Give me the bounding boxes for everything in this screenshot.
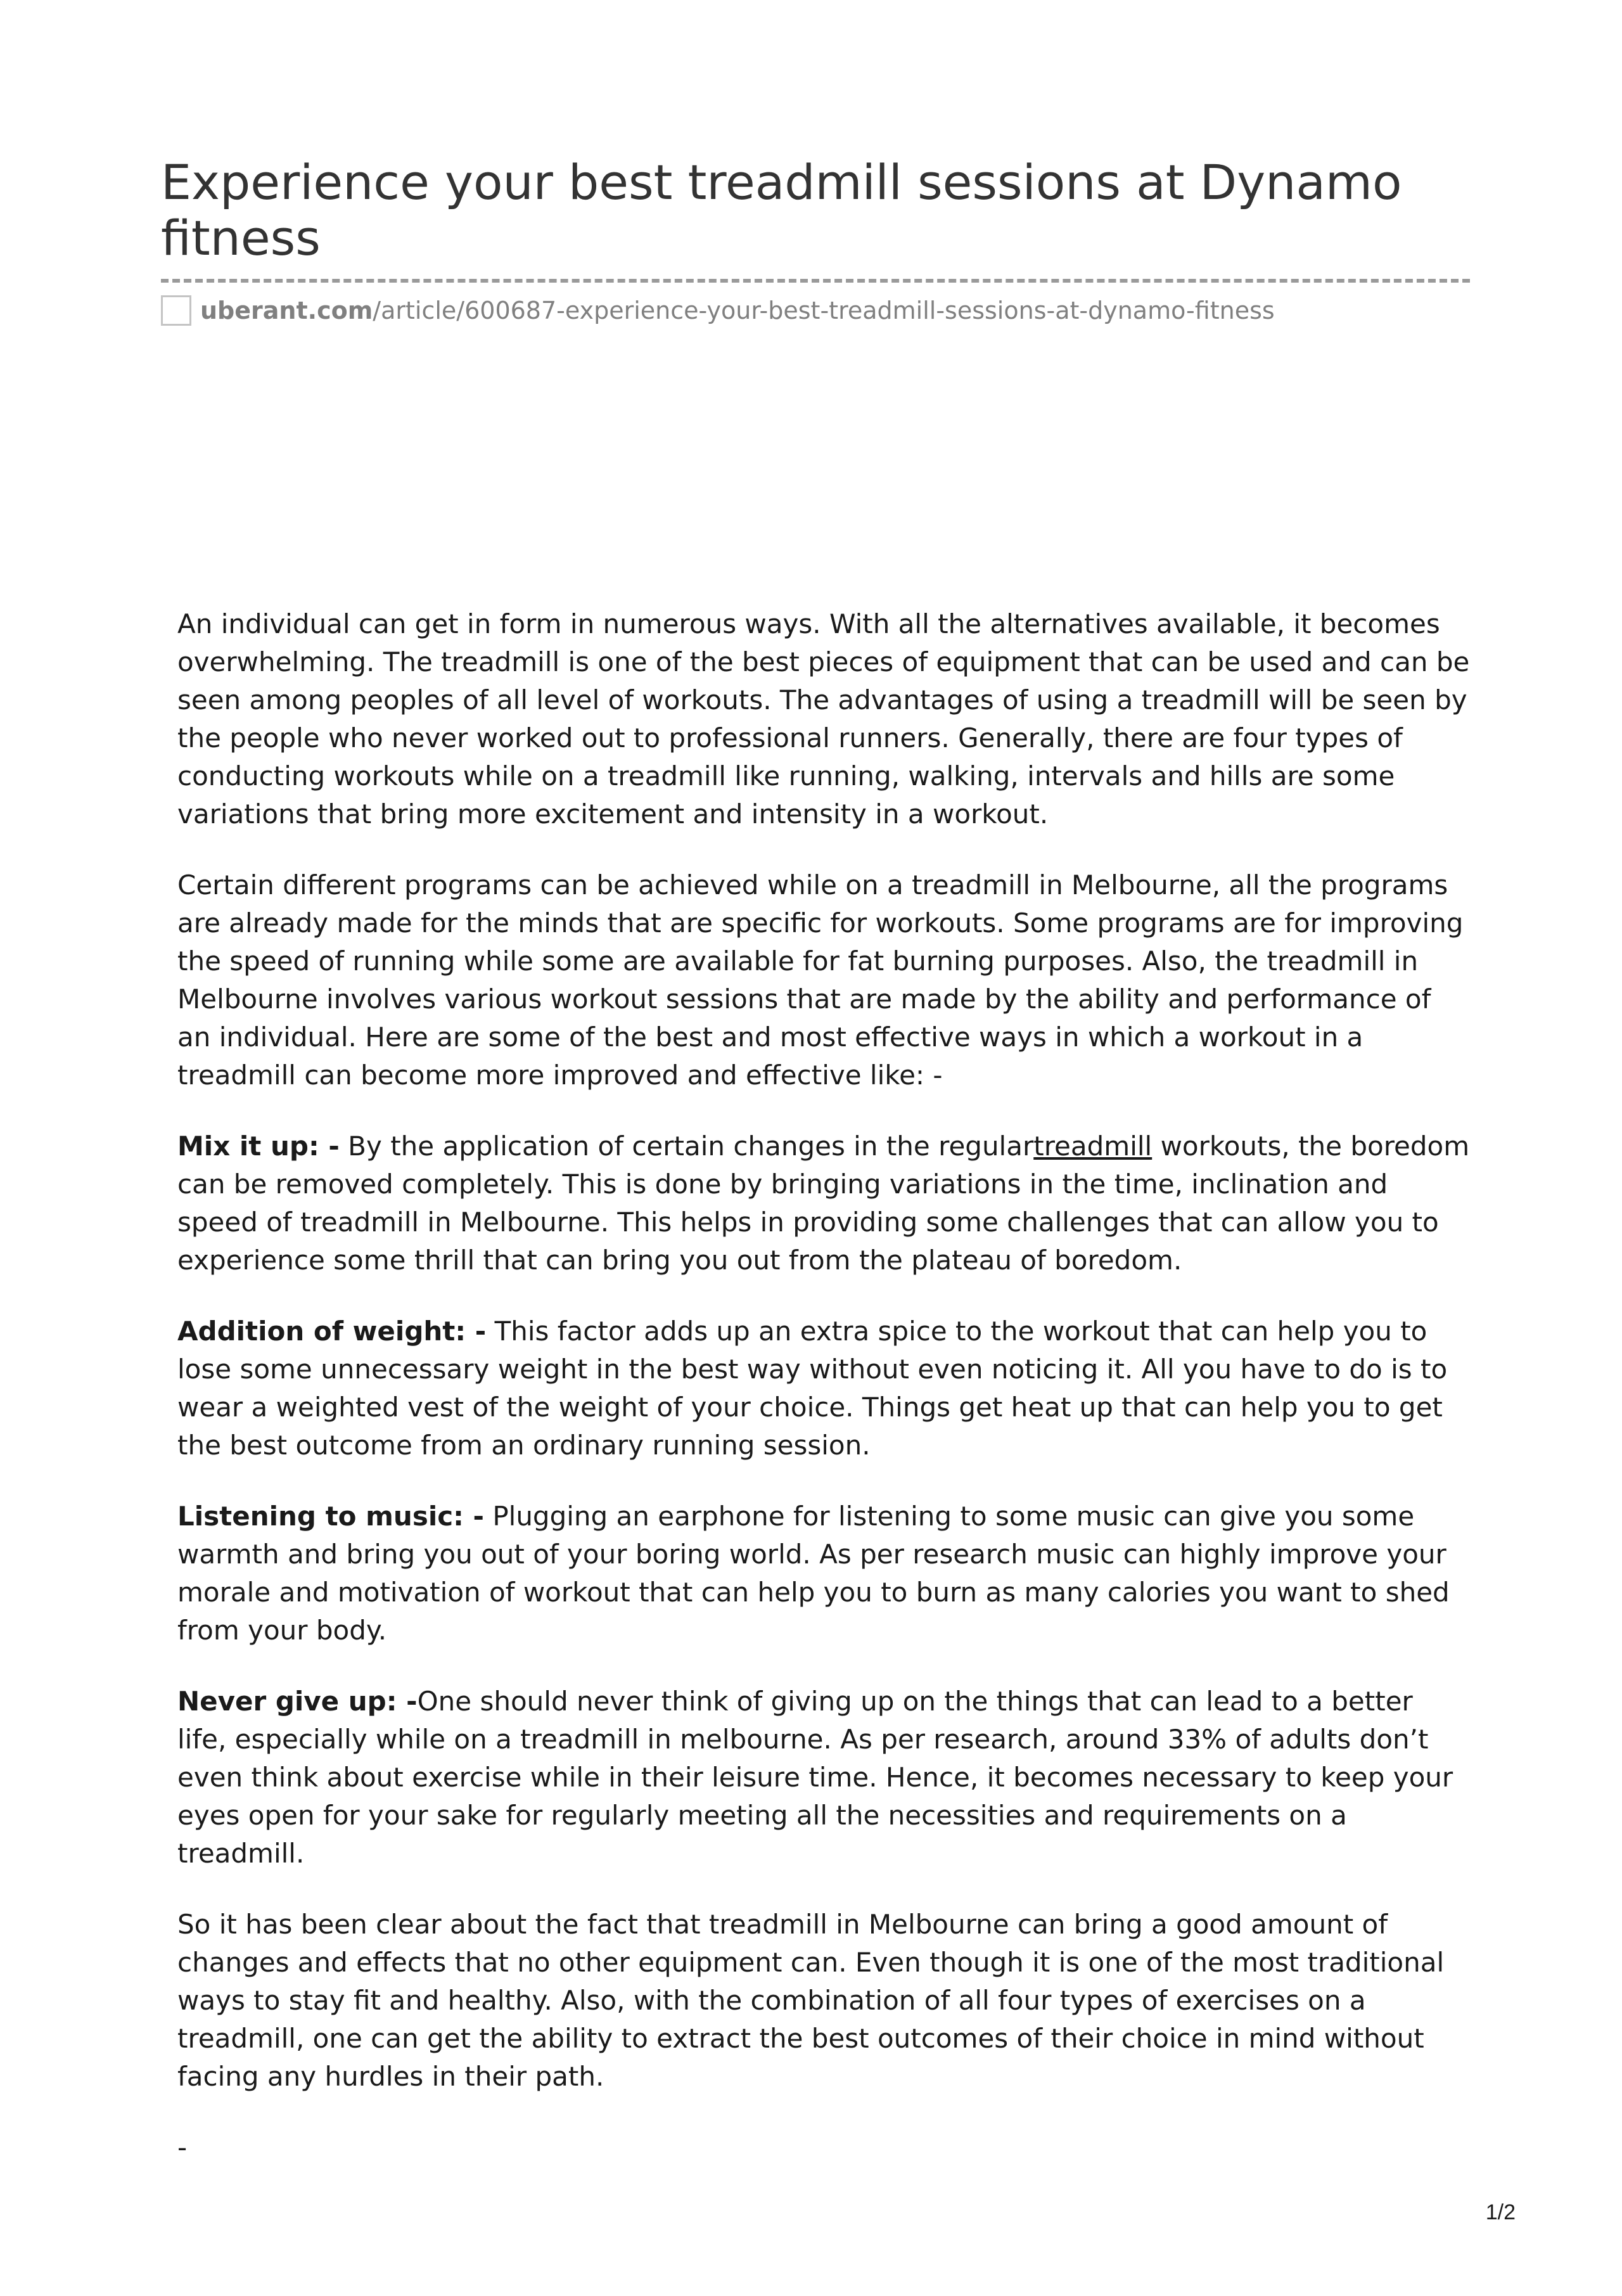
treadmill-link[interactable]: treadmill (1033, 1131, 1153, 1162)
article-body (177, 605, 1470, 2200)
addition-of-weight-heading: Addition of weight: - (177, 1316, 487, 1347)
mix-it-up-paragraph (177, 1127, 1470, 1279)
addition-of-weight-text: This factor adds up an extra spice to the workout that can help you to lose some unnecessary weight in the best way without even noticing it. All you have to do is to wear a weighted vest of the weight of your choice. Things get heat up that can help you to get the best outcome from an ordinary running session. (177, 1316, 1448, 1461)
source-url[interactable] (161, 293, 1275, 328)
intro-paragraph: An individual can get in form in numerous ways. With all the alternatives available, it becomes overwhelming. The treadmill is one of the best pieces of equipment that can be used and can be seen among peoples of all level of workouts. The advantages of using a treadmill will be seen by the people who never worked out to professional runners. Generally, there are four types of conducting workouts while on a treadmill like running, walking, intervals and hills are some variations that bring more excitement and intensity in a workout. (177, 608, 1470, 830)
listening-to-music-paragraph (177, 1498, 1470, 1650)
title-divider (161, 279, 1470, 283)
mix-it-up-text-continued: workouts, the boredom can be removed completely. This is done by bringing variations in the time, inclination and speed of treadmill in Melbourne. This helps in providing some challenges that can allow you to experience some thrill that can bring you out from the plateau of boredom. (177, 1131, 1470, 1276)
never-give-up-heading: Never give up: - (177, 1686, 418, 1717)
trailing-dash: - (177, 2132, 188, 2163)
source-domain: uberant.com (200, 297, 373, 324)
mix-it-up-text: By the application of certain changes in the regular (339, 1131, 1034, 1162)
never-give-up-text: One should never think of giving up on the things that can lead to a better life, especially while on a treadmill in melbourne. As per research, around 33% of adults don’t even think about exercise while in their leisure time. Hence, it becomes necessary to keep your eyes open for your sake for regularly meeting all the necessities and requirements on a treadmill. (177, 1686, 1453, 1869)
addition-of-weight-paragraph (177, 1312, 1470, 1465)
conclusion-paragraph: So it has been clear about the fact that treadmill in Melbourne can bring a good amount of changes and effects that no other equipment can. Even though it is one of the most traditional ways to stay fit and healthy. Also, with the combination of all four types of exercises on a treadmill, one can get the ability to extract the best outcomes of their choice in mind without facing any hurdles in their path. (177, 1909, 1445, 2092)
never-give-up-paragraph (177, 1683, 1470, 1873)
favicon-placeholder-icon (161, 295, 191, 326)
mix-it-up-heading: Mix it up: - (177, 1131, 340, 1162)
page-title: Experience your best treadmill sessions at Dynamo fitness (161, 154, 1402, 266)
listening-to-music-heading: Listening to music: - (177, 1501, 484, 1532)
source-path: /article/600687-experience-your-best-treadmill-sessions-at-dynamo-fitness (373, 297, 1275, 324)
programs-paragraph: Certain different programs can be achieved while on a treadmill in Melbourne, all the programs are already made for the minds that are specific for workouts. Some programs are for improving the speed of running while some are available for fat burning purposes. Also, the treadmill in Melbourne involves various workout sessions that are made by the ability and performance of an individual. Here are some of the best and most effective ways in which a workout in a treadmill can become more improved and effective like: - (177, 869, 1464, 1091)
page-number: 1/2 (1485, 2200, 1516, 2224)
listening-to-music-text: Plugging an earphone for listening to some music can give you some warmth and bring you out of your boring world. As per research music can highly improve your morale and motivation of workout that can help you to burn as many calories you want to shed from your body. (177, 1501, 1450, 1646)
